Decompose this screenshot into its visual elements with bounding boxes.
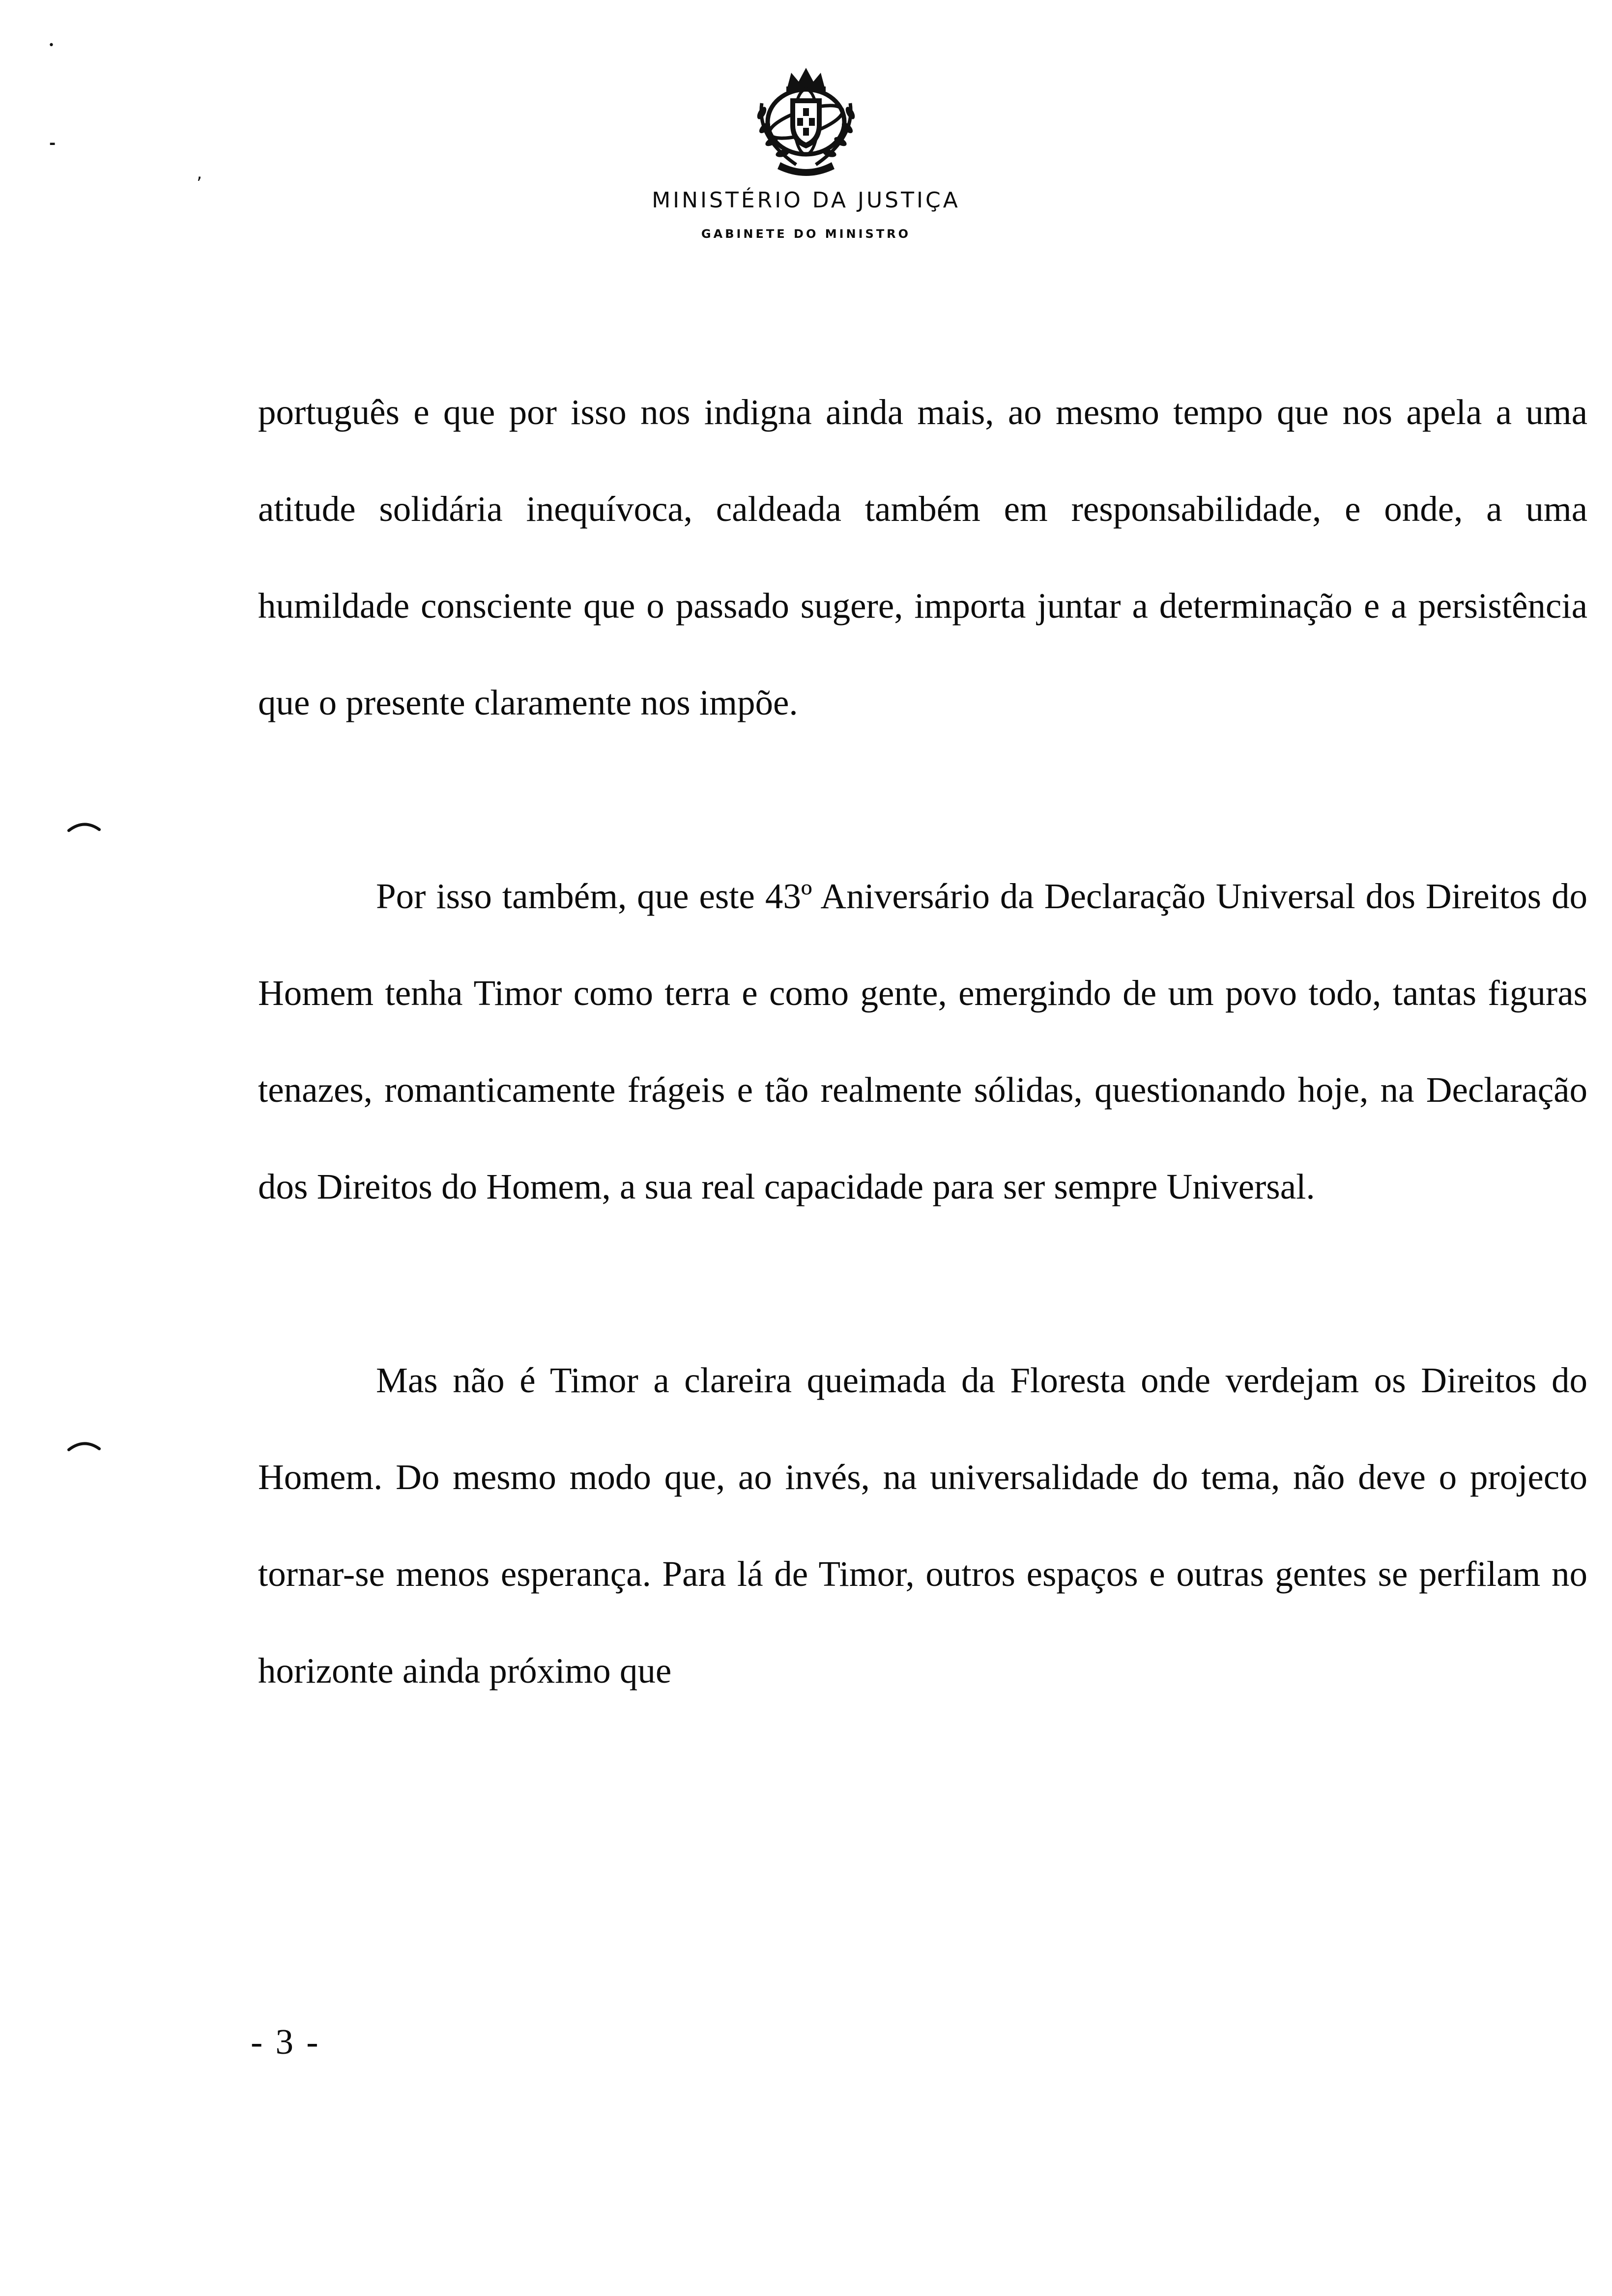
paragraph: Mas não é Timor a clareira queimada da Floresta onde verdejam os Direitos do Homem. Do mesmo modo que, ao invés, na universalidade do tema, não deve o projecto tornar-se menos esperança. Para lá de Timor, outros espaços e outras gentes se perfilam no horizonte ainda próximo que [258,1360,1587,1691]
scan-speck: • [48,39,55,52]
page-number: - 3 - [251,2022,320,2062]
punch-hole-mark-icon [67,820,101,832]
letterhead [560,64,1052,240]
scan-speck: - [49,134,56,152]
scan-speck: , [197,163,202,183]
paragraph: Por isso também, que este 43º Aniversário da Declaração Universal dos Direitos do Homem tenha Timor como terra e como gente, emergindo de um povo todo, tantas figuras tenazes, romanticamente frágeis e tão realmente sólidas, questionando hoje, na Declaração dos Direitos do Homem, a sua real capacidade para ser sempre Universal. [258,876,1587,1206]
ministry-name: MINISTÉRIO DA JUSTIÇA [652,188,960,213]
document-body [258,364,1587,1719]
paragraph: português e que por isso nos indigna ainda mais, ao mesmo tempo que nos apela a uma atitude solidária inequívoca, caldeada também em responsabilidade, e onde, a uma humildade consciente que o passado sugere, importa juntar a determinação e a persistência que o presente claramente nos impõe. [258,392,1587,722]
punch-hole-mark-icon [67,1439,101,1452]
portuguese-coat-of-arms-icon [742,64,870,177]
office-name: GABINETE DO MINISTRO [701,227,911,241]
